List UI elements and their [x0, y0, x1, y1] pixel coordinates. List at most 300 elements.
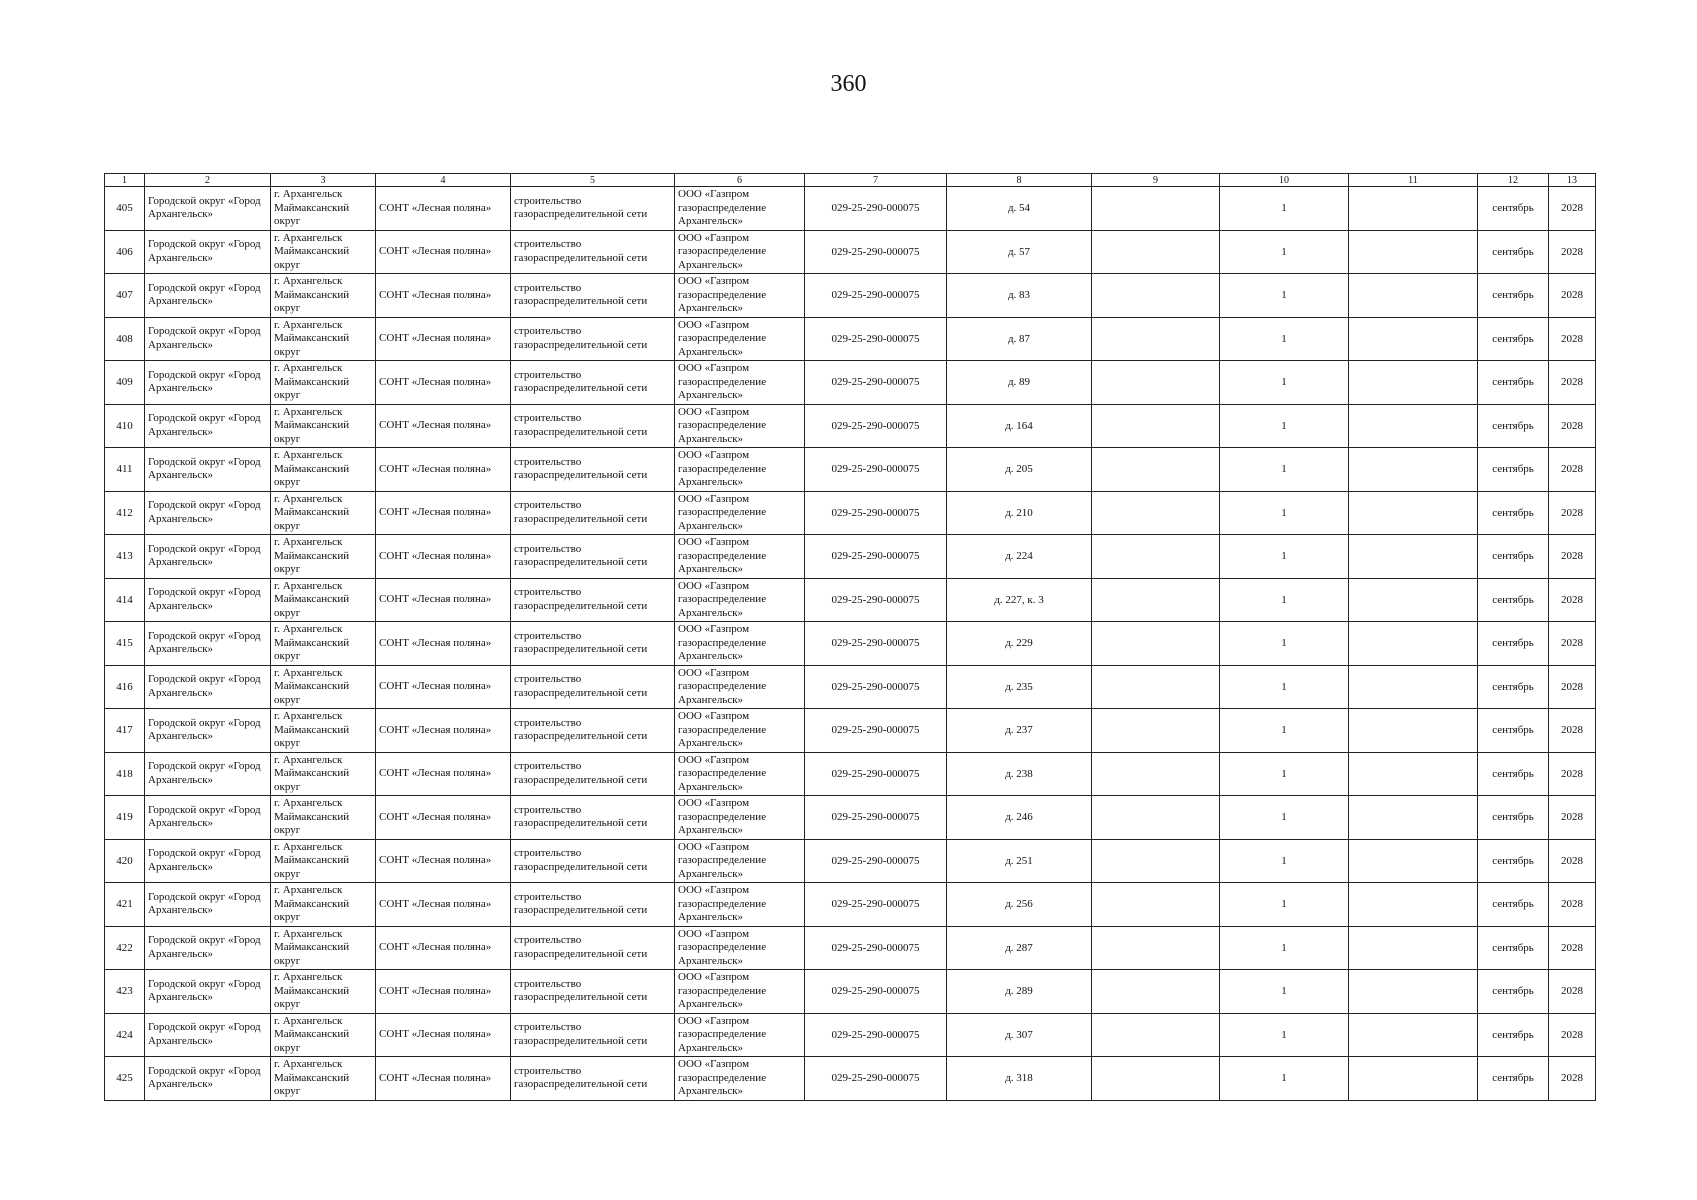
house-number-cell: д. 246	[947, 796, 1092, 840]
object-code-cell: 029-25-290-000075	[805, 491, 947, 535]
house-number-cell: д. 229	[947, 622, 1092, 666]
row-number-cell: 408	[105, 317, 145, 361]
column-11-cell	[1349, 752, 1478, 796]
year-cell: 2028	[1549, 970, 1596, 1014]
column-number-header: 12	[1478, 174, 1549, 187]
count-cell: 1	[1220, 1057, 1349, 1101]
operator-cell: ООО «Газпром газораспределение Архангельск»	[675, 839, 805, 883]
locality-cell: г. Архангельск Маймаксанский округ	[271, 535, 376, 579]
object-code-cell: 029-25-290-000075	[805, 448, 947, 492]
column-11-cell	[1349, 448, 1478, 492]
column-9-cell	[1092, 187, 1220, 231]
column-11-cell	[1349, 187, 1478, 231]
table-row	[105, 970, 1596, 1014]
column-9-cell	[1092, 665, 1220, 709]
table-row	[105, 1013, 1596, 1057]
work-type-cell: строительство газораспределительной сети	[511, 752, 675, 796]
work-type-cell: строительство газораспределительной сети	[511, 578, 675, 622]
row-number-cell: 409	[105, 361, 145, 405]
column-9-cell	[1092, 883, 1220, 927]
table-row	[105, 883, 1596, 927]
column-9-cell	[1092, 361, 1220, 405]
table-row	[105, 665, 1596, 709]
row-number-cell: 407	[105, 274, 145, 318]
month-cell: сентябрь	[1478, 883, 1549, 927]
district-cell: Городской округ «Город Архангельск»	[145, 535, 271, 579]
district-cell: Городской округ «Город Архангельск»	[145, 752, 271, 796]
work-type-cell: строительство газораспределительной сети	[511, 665, 675, 709]
year-cell: 2028	[1549, 926, 1596, 970]
column-number-header: 3	[271, 174, 376, 187]
column-9-cell	[1092, 491, 1220, 535]
house-number-cell: д. 238	[947, 752, 1092, 796]
column-11-cell	[1349, 535, 1478, 579]
year-cell: 2028	[1549, 1057, 1596, 1101]
count-cell: 1	[1220, 622, 1349, 666]
locality-cell: г. Архангельск Маймаксанский округ	[271, 796, 376, 840]
count-cell: 1	[1220, 1013, 1349, 1057]
month-cell: сентябрь	[1478, 187, 1549, 231]
locality-cell: г. Архангельск Маймаксанский округ	[271, 970, 376, 1014]
column-9-cell	[1092, 926, 1220, 970]
locality-cell: г. Архангельск Маймаксанский округ	[271, 274, 376, 318]
count-cell: 1	[1220, 187, 1349, 231]
object-code-cell: 029-25-290-000075	[805, 404, 947, 448]
settlement-cell: СОНТ «Лесная поляна»	[376, 317, 511, 361]
house-number-cell: д. 89	[947, 361, 1092, 405]
work-type-cell: строительство газораспределительной сети	[511, 230, 675, 274]
district-cell: Городской округ «Город Архангельск»	[145, 622, 271, 666]
column-11-cell	[1349, 404, 1478, 448]
house-number-cell: д. 235	[947, 665, 1092, 709]
settlement-cell: СОНТ «Лесная поляна»	[376, 448, 511, 492]
table-row	[105, 752, 1596, 796]
district-cell: Городской округ «Город Архангельск»	[145, 839, 271, 883]
table-row	[105, 317, 1596, 361]
house-number-cell: д. 227, к. 3	[947, 578, 1092, 622]
work-type-cell: строительство газораспределительной сети	[511, 839, 675, 883]
count-cell: 1	[1220, 491, 1349, 535]
row-number-cell: 418	[105, 752, 145, 796]
column-9-cell	[1092, 1013, 1220, 1057]
column-9-cell	[1092, 839, 1220, 883]
object-code-cell: 029-25-290-000075	[805, 665, 947, 709]
house-number-cell: д. 54	[947, 187, 1092, 231]
count-cell: 1	[1220, 709, 1349, 753]
work-type-cell: строительство газораспределительной сети	[511, 404, 675, 448]
settlement-cell: СОНТ «Лесная поляна»	[376, 1013, 511, 1057]
row-number-cell: 421	[105, 883, 145, 927]
row-number-cell: 422	[105, 926, 145, 970]
column-9-cell	[1092, 317, 1220, 361]
work-type-cell: строительство газораспределительной сети	[511, 491, 675, 535]
work-type-cell: строительство газораспределительной сети	[511, 361, 675, 405]
count-cell: 1	[1220, 274, 1349, 318]
table-row	[105, 839, 1596, 883]
row-number-cell: 406	[105, 230, 145, 274]
column-9-cell	[1092, 535, 1220, 579]
month-cell: сентябрь	[1478, 578, 1549, 622]
settlement-cell: СОНТ «Лесная поляна»	[376, 622, 511, 666]
locality-cell: г. Архангельск Маймаксанский округ	[271, 448, 376, 492]
column-9-cell	[1092, 970, 1220, 1014]
column-9-cell	[1092, 448, 1220, 492]
row-number-cell: 424	[105, 1013, 145, 1057]
column-11-cell	[1349, 230, 1478, 274]
month-cell: сентябрь	[1478, 665, 1549, 709]
house-number-cell: д. 224	[947, 535, 1092, 579]
district-cell: Городской округ «Город Архангельск»	[145, 404, 271, 448]
gasification-schedule-table	[104, 173, 1596, 1101]
year-cell: 2028	[1549, 578, 1596, 622]
operator-cell: ООО «Газпром газораспределение Архангельск»	[675, 752, 805, 796]
year-cell: 2028	[1549, 752, 1596, 796]
operator-cell: ООО «Газпром газораспределение Архангельск»	[675, 274, 805, 318]
district-cell: Городской округ «Город Архангельск»	[145, 317, 271, 361]
object-code-cell: 029-25-290-000075	[805, 839, 947, 883]
column-number-header: 11	[1349, 174, 1478, 187]
locality-cell: г. Архангельск Маймаксанский округ	[271, 361, 376, 405]
district-cell: Городской округ «Город Архангельск»	[145, 926, 271, 970]
row-number-cell: 411	[105, 448, 145, 492]
year-cell: 2028	[1549, 404, 1596, 448]
house-number-cell: д. 237	[947, 709, 1092, 753]
table-row	[105, 622, 1596, 666]
house-number-cell: д. 256	[947, 883, 1092, 927]
row-number-cell: 425	[105, 1057, 145, 1101]
column-number-header: 8	[947, 174, 1092, 187]
row-number-cell: 414	[105, 578, 145, 622]
column-9-cell	[1092, 1057, 1220, 1101]
locality-cell: г. Архангельск Маймаксанский округ	[271, 622, 376, 666]
table-row	[105, 361, 1596, 405]
row-number-cell: 412	[105, 491, 145, 535]
district-cell: Городской округ «Город Архангельск»	[145, 491, 271, 535]
month-cell: сентябрь	[1478, 491, 1549, 535]
district-cell: Городской округ «Город Архангельск»	[145, 1013, 271, 1057]
month-cell: сентябрь	[1478, 970, 1549, 1014]
operator-cell: ООО «Газпром газораспределение Архангельск»	[675, 404, 805, 448]
column-number-header: 7	[805, 174, 947, 187]
count-cell: 1	[1220, 752, 1349, 796]
month-cell: сентябрь	[1478, 361, 1549, 405]
table-row	[105, 535, 1596, 579]
column-11-cell	[1349, 665, 1478, 709]
month-cell: сентябрь	[1478, 230, 1549, 274]
column-number-header: 4	[376, 174, 511, 187]
table-body	[105, 187, 1596, 1101]
settlement-cell: СОНТ «Лесная поляна»	[376, 578, 511, 622]
locality-cell: г. Архангельск Маймаксанский округ	[271, 491, 376, 535]
year-cell: 2028	[1549, 839, 1596, 883]
work-type-cell: строительство газораспределительной сети	[511, 709, 675, 753]
house-number-cell: д. 210	[947, 491, 1092, 535]
settlement-cell: СОНТ «Лесная поляна»	[376, 709, 511, 753]
locality-cell: г. Архангельск Маймаксанский округ	[271, 578, 376, 622]
house-number-cell: д. 318	[947, 1057, 1092, 1101]
column-number-header: 2	[145, 174, 271, 187]
object-code-cell: 029-25-290-000075	[805, 361, 947, 405]
count-cell: 1	[1220, 230, 1349, 274]
settlement-cell: СОНТ «Лесная поляна»	[376, 970, 511, 1014]
month-cell: сентябрь	[1478, 404, 1549, 448]
column-11-cell	[1349, 839, 1478, 883]
object-code-cell: 029-25-290-000075	[805, 187, 947, 231]
column-11-cell	[1349, 578, 1478, 622]
count-cell: 1	[1220, 361, 1349, 405]
row-number-cell: 417	[105, 709, 145, 753]
operator-cell: ООО «Газпром газораспределение Архангельск»	[675, 883, 805, 927]
month-cell: сентябрь	[1478, 317, 1549, 361]
count-cell: 1	[1220, 317, 1349, 361]
settlement-cell: СОНТ «Лесная поляна»	[376, 839, 511, 883]
object-code-cell: 029-25-290-000075	[805, 622, 947, 666]
house-number-cell: д. 87	[947, 317, 1092, 361]
month-cell: сентябрь	[1478, 839, 1549, 883]
district-cell: Городской округ «Город Архангельск»	[145, 187, 271, 231]
work-type-cell: строительство газораспределительной сети	[511, 187, 675, 231]
operator-cell: ООО «Газпром газораспределение Архангельск»	[675, 926, 805, 970]
district-cell: Городской округ «Город Архангельск»	[145, 361, 271, 405]
operator-cell: ООО «Газпром газораспределение Архангельск»	[675, 361, 805, 405]
house-number-cell: д. 251	[947, 839, 1092, 883]
column-11-cell	[1349, 883, 1478, 927]
count-cell: 1	[1220, 926, 1349, 970]
district-cell: Городской округ «Город Архангельск»	[145, 578, 271, 622]
object-code-cell: 029-25-290-000075	[805, 796, 947, 840]
table-row	[105, 709, 1596, 753]
table-row	[105, 404, 1596, 448]
table-row	[105, 578, 1596, 622]
column-11-cell	[1349, 622, 1478, 666]
row-number-cell: 405	[105, 187, 145, 231]
operator-cell: ООО «Газпром газораспределение Архангельск»	[675, 578, 805, 622]
operator-cell: ООО «Газпром газораспределение Архангельск»	[675, 970, 805, 1014]
house-number-cell: д. 83	[947, 274, 1092, 318]
year-cell: 2028	[1549, 230, 1596, 274]
object-code-cell: 029-25-290-000075	[805, 578, 947, 622]
column-number-header: 13	[1549, 174, 1596, 187]
column-9-cell	[1092, 404, 1220, 448]
column-11-cell	[1349, 361, 1478, 405]
district-cell: Городской округ «Город Архангельск»	[145, 970, 271, 1014]
settlement-cell: СОНТ «Лесная поляна»	[376, 665, 511, 709]
year-cell: 2028	[1549, 709, 1596, 753]
work-type-cell: строительство газораспределительной сети	[511, 796, 675, 840]
count-cell: 1	[1220, 665, 1349, 709]
row-number-cell: 415	[105, 622, 145, 666]
row-number-cell: 410	[105, 404, 145, 448]
locality-cell: г. Архангельск Маймаксанский округ	[271, 1013, 376, 1057]
year-cell: 2028	[1549, 491, 1596, 535]
work-type-cell: строительство газораспределительной сети	[511, 274, 675, 318]
table-row	[105, 491, 1596, 535]
row-number-cell: 413	[105, 535, 145, 579]
house-number-cell: д. 164	[947, 404, 1092, 448]
table-row	[105, 274, 1596, 318]
settlement-cell: СОНТ «Лесная поляна»	[376, 752, 511, 796]
settlement-cell: СОНТ «Лесная поляна»	[376, 274, 511, 318]
column-number-header: 10	[1220, 174, 1349, 187]
year-cell: 2028	[1549, 361, 1596, 405]
year-cell: 2028	[1549, 274, 1596, 318]
object-code-cell: 029-25-290-000075	[805, 970, 947, 1014]
work-type-cell: строительство газораспределительной сети	[511, 883, 675, 927]
count-cell: 1	[1220, 535, 1349, 579]
object-code-cell: 029-25-290-000075	[805, 274, 947, 318]
settlement-cell: СОНТ «Лесная поляна»	[376, 230, 511, 274]
settlement-cell: СОНТ «Лесная поляна»	[376, 361, 511, 405]
house-number-cell: д. 205	[947, 448, 1092, 492]
column-11-cell	[1349, 274, 1478, 318]
house-number-cell: д. 287	[947, 926, 1092, 970]
row-number-cell: 423	[105, 970, 145, 1014]
district-cell: Городской округ «Город Архангельск»	[145, 796, 271, 840]
object-code-cell: 029-25-290-000075	[805, 1013, 947, 1057]
district-cell: Городской округ «Город Архангельск»	[145, 274, 271, 318]
locality-cell: г. Архангельск Маймаксанский округ	[271, 317, 376, 361]
object-code-cell: 029-25-290-000075	[805, 926, 947, 970]
object-code-cell: 029-25-290-000075	[805, 883, 947, 927]
column-number-header: 9	[1092, 174, 1220, 187]
table-row	[105, 1057, 1596, 1101]
column-9-cell	[1092, 709, 1220, 753]
month-cell: сентябрь	[1478, 622, 1549, 666]
settlement-cell: СОНТ «Лесная поляна»	[376, 796, 511, 840]
settlement-cell: СОНТ «Лесная поляна»	[376, 404, 511, 448]
column-9-cell	[1092, 274, 1220, 318]
settlement-cell: СОНТ «Лесная поляна»	[376, 883, 511, 927]
table-row	[105, 796, 1596, 840]
table-row	[105, 187, 1596, 231]
column-number-row	[105, 174, 1596, 187]
column-11-cell	[1349, 970, 1478, 1014]
object-code-cell: 029-25-290-000075	[805, 535, 947, 579]
work-type-cell: строительство газораспределительной сети	[511, 622, 675, 666]
district-cell: Городской округ «Город Архангельск»	[145, 883, 271, 927]
row-number-cell: 420	[105, 839, 145, 883]
column-11-cell	[1349, 491, 1478, 535]
column-number-header: 6	[675, 174, 805, 187]
operator-cell: ООО «Газпром газораспределение Архангельск»	[675, 187, 805, 231]
house-number-cell: д. 57	[947, 230, 1092, 274]
locality-cell: г. Архангельск Маймаксанский округ	[271, 752, 376, 796]
settlement-cell: СОНТ «Лесная поляна»	[376, 187, 511, 231]
locality-cell: г. Архангельск Маймаксанский округ	[271, 883, 376, 927]
month-cell: сентябрь	[1478, 796, 1549, 840]
column-11-cell	[1349, 317, 1478, 361]
year-cell: 2028	[1549, 1013, 1596, 1057]
operator-cell: ООО «Газпром газораспределение Архангельск»	[675, 317, 805, 361]
operator-cell: ООО «Газпром газораспределение Архангельск»	[675, 665, 805, 709]
operator-cell: ООО «Газпром газораспределение Архангельск»	[675, 491, 805, 535]
work-type-cell: строительство газораспределительной сети	[511, 970, 675, 1014]
year-cell: 2028	[1549, 187, 1596, 231]
object-code-cell: 029-25-290-000075	[805, 709, 947, 753]
year-cell: 2028	[1549, 622, 1596, 666]
district-cell: Городской округ «Город Архангельск»	[145, 665, 271, 709]
settlement-cell: СОНТ «Лесная поляна»	[376, 926, 511, 970]
locality-cell: г. Архангельск Маймаксанский округ	[271, 709, 376, 753]
column-9-cell	[1092, 578, 1220, 622]
object-code-cell: 029-25-290-000075	[805, 752, 947, 796]
locality-cell: г. Архангельск Маймаксанский округ	[271, 187, 376, 231]
work-type-cell: строительство газораспределительной сети	[511, 448, 675, 492]
object-code-cell: 029-25-290-000075	[805, 1057, 947, 1101]
table-row	[105, 448, 1596, 492]
year-cell: 2028	[1549, 535, 1596, 579]
locality-cell: г. Архангельск Маймаксанский округ	[271, 230, 376, 274]
work-type-cell: строительство газораспределительной сети	[511, 1057, 675, 1101]
column-9-cell	[1092, 622, 1220, 666]
work-type-cell: строительство газораспределительной сети	[511, 926, 675, 970]
column-11-cell	[1349, 1013, 1478, 1057]
month-cell: сентябрь	[1478, 926, 1549, 970]
month-cell: сентябрь	[1478, 1013, 1549, 1057]
operator-cell: ООО «Газпром газораспределение Архангельск»	[675, 622, 805, 666]
column-number-header: 1	[105, 174, 145, 187]
column-number-header: 5	[511, 174, 675, 187]
column-9-cell	[1092, 796, 1220, 840]
locality-cell: г. Архангельск Маймаксанский округ	[271, 665, 376, 709]
operator-cell: ООО «Газпром газораспределение Архангельск»	[675, 230, 805, 274]
year-cell: 2028	[1549, 665, 1596, 709]
column-11-cell	[1349, 926, 1478, 970]
month-cell: сентябрь	[1478, 752, 1549, 796]
locality-cell: г. Архангельск Маймаксанский округ	[271, 839, 376, 883]
row-number-cell: 416	[105, 665, 145, 709]
object-code-cell: 029-25-290-000075	[805, 230, 947, 274]
count-cell: 1	[1220, 883, 1349, 927]
district-cell: Городской округ «Город Архангельск»	[145, 709, 271, 753]
column-9-cell	[1092, 752, 1220, 796]
operator-cell: ООО «Газпром газораспределение Архангельск»	[675, 1057, 805, 1101]
operator-cell: ООО «Газпром газораспределение Архангельск»	[675, 796, 805, 840]
operator-cell: ООО «Газпром газораспределение Архангельск»	[675, 709, 805, 753]
work-type-cell: строительство газораспределительной сети	[511, 535, 675, 579]
count-cell: 1	[1220, 796, 1349, 840]
year-cell: 2028	[1549, 796, 1596, 840]
object-code-cell: 029-25-290-000075	[805, 317, 947, 361]
count-cell: 1	[1220, 448, 1349, 492]
district-cell: Городской округ «Город Архангельск»	[145, 448, 271, 492]
year-cell: 2028	[1549, 448, 1596, 492]
locality-cell: г. Архангельск Маймаксанский округ	[271, 926, 376, 970]
locality-cell: г. Архангельск Маймаксанский округ	[271, 1057, 376, 1101]
count-cell: 1	[1220, 578, 1349, 622]
count-cell: 1	[1220, 839, 1349, 883]
work-type-cell: строительство газораспределительной сети	[511, 1013, 675, 1057]
table-row	[105, 926, 1596, 970]
column-11-cell	[1349, 796, 1478, 840]
column-11-cell	[1349, 1057, 1478, 1101]
settlement-cell: СОНТ «Лесная поляна»	[376, 1057, 511, 1101]
locality-cell: г. Архангельск Маймаксанский округ	[271, 404, 376, 448]
year-cell: 2028	[1549, 317, 1596, 361]
operator-cell: ООО «Газпром газораспределение Архангельск»	[675, 1013, 805, 1057]
column-9-cell	[1092, 230, 1220, 274]
month-cell: сентябрь	[1478, 1057, 1549, 1101]
month-cell: сентябрь	[1478, 535, 1549, 579]
page-number: 360	[830, 71, 867, 97]
work-type-cell: строительство газораспределительной сети	[511, 317, 675, 361]
settlement-cell: СОНТ «Лесная поляна»	[376, 535, 511, 579]
settlement-cell: СОНТ «Лесная поляна»	[376, 491, 511, 535]
year-cell: 2028	[1549, 883, 1596, 927]
month-cell: сентябрь	[1478, 274, 1549, 318]
column-11-cell	[1349, 709, 1478, 753]
count-cell: 1	[1220, 404, 1349, 448]
